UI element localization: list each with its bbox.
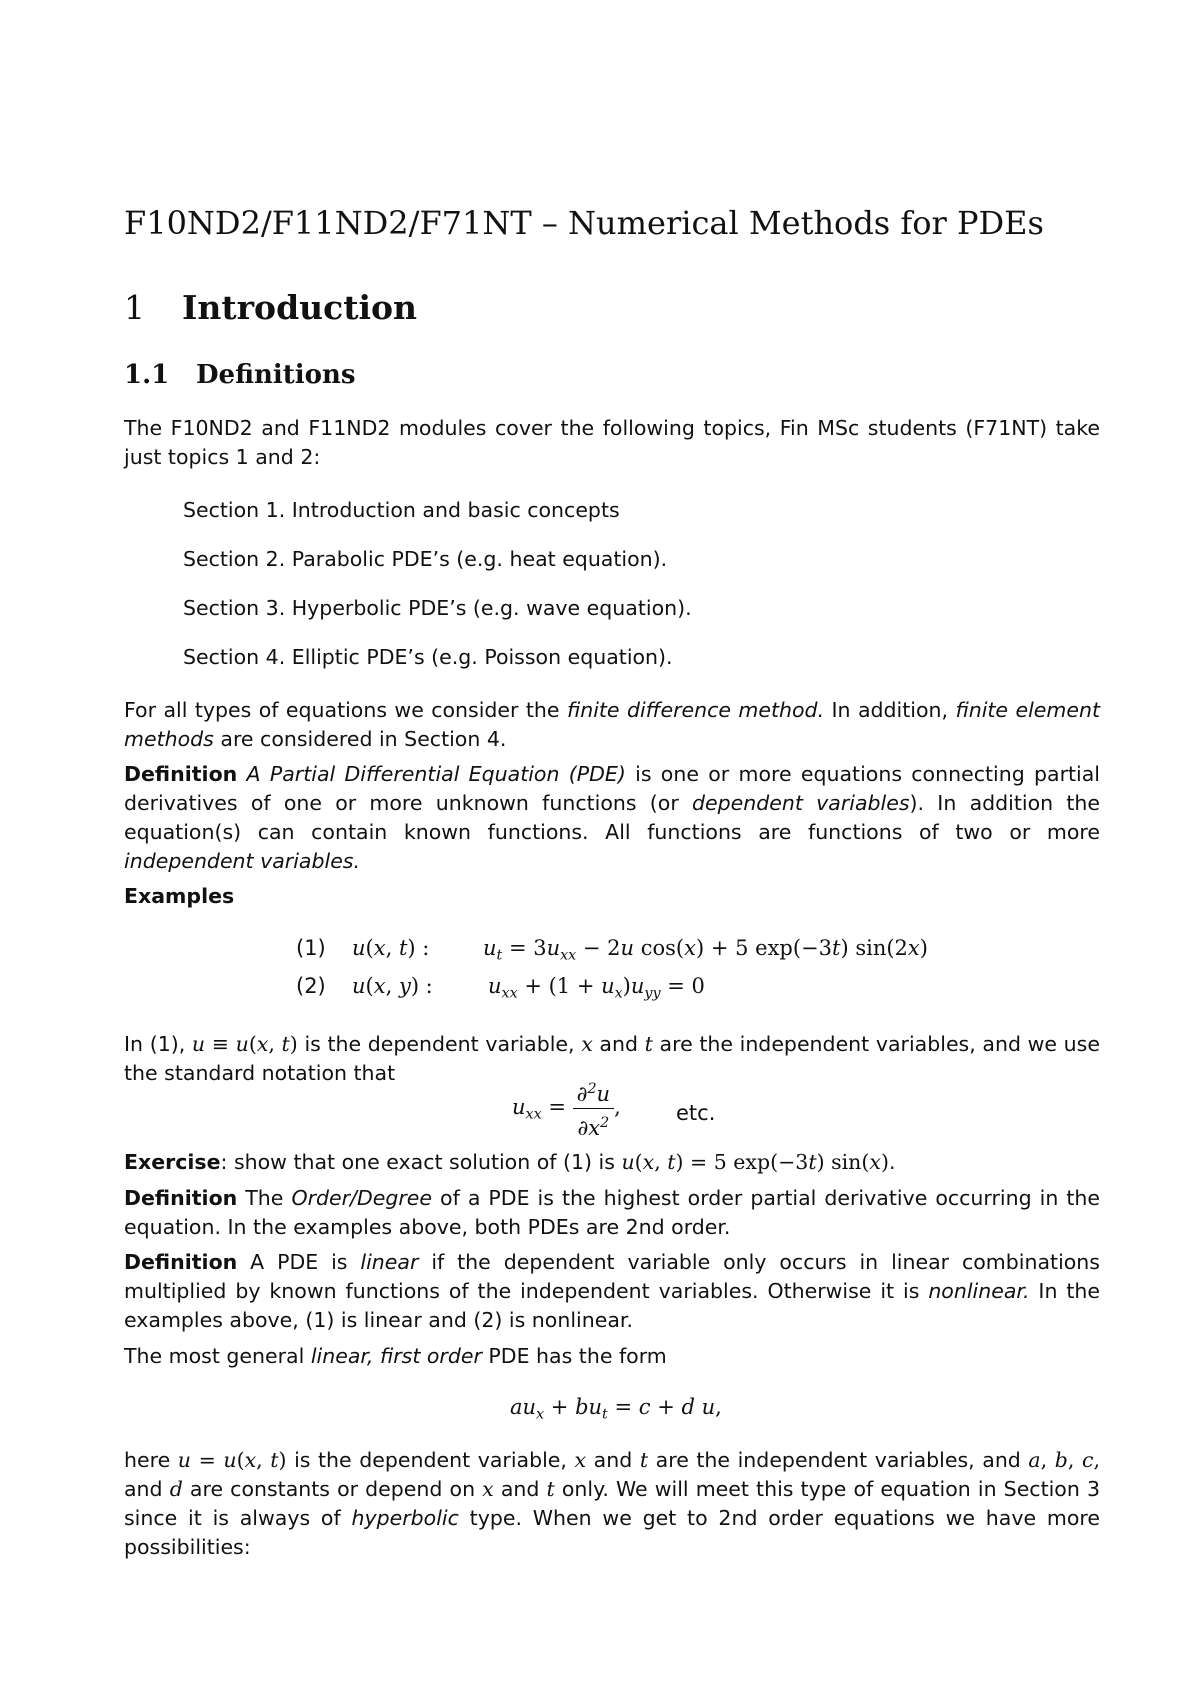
- general-form-paragraph: The most general linear, first order PDE has the form: [124, 1344, 667, 1368]
- definition-linear: Definition A PDE is linear if the dependent variable only occurs in linear combinations multiplied by known functions of the independent variables. Otherwise it is nonlinear. In the examples above, (1) is linear and (2) is nonlinear.: [124, 1250, 1101, 1332]
- definition-order: Definition The Order/Degree of a PDE is the highest order partial derivative occurring in the equation. In the examples above, both PDEs are 2nd order.: [124, 1186, 1100, 1239]
- emphasis-text: finite element methods: [124, 698, 1100, 751]
- finite-methods-paragraph: For all types of equations we consider the finite difference method. In addition, finite element methods are considered in Section 4.: [124, 698, 1100, 751]
- topic-item: Section 3. Hyperbolic PDE’s (e.g. wave equation).: [183, 596, 692, 620]
- notation-equation: $u_{xx}$ = $\frac{\partial^2u}{\partial x^2}$ ,: [512, 1075, 621, 1142]
- example-1-label: (1): [296, 936, 326, 960]
- example-2-function: u(x, y) :: [352, 974, 433, 998]
- etc-text: etc.: [676, 1101, 716, 1125]
- section-title: Introduction: [182, 288, 418, 327]
- example-2-equation: $u_{xx} + (1 + u_x)u_{yy} = 0$: [488, 974, 705, 1002]
- examples-heading: Examples: [124, 884, 235, 908]
- definition-pde: Definition A Partial Differential Equation (PDE) is one or more equations connecting partial derivatives of one or more unknown functions (or dependent variables). In addition the equation(s) can contain known functions. All functions are functions of two or more independent variables.: [124, 762, 1101, 873]
- definition-label: Definition: [124, 1186, 238, 1210]
- document-title: F10ND2/F11ND2/F71NT – Numerical Methods for PDEs: [124, 204, 1044, 242]
- topic-item: Section 1. Introduction and basic concepts: [183, 498, 620, 522]
- section-number: 1: [124, 288, 145, 327]
- final-paragraph: here u = u(x, t) is the dependent variable, x and t are the independent variables, and a, b, c, and d are constants or depend on x and t only. We will meet this type of equation in Section 3 since it is always of hyperbolic type. When we get to 2nd order equations we have more possibilities:: [124, 1448, 1100, 1559]
- example-1-equation: $u_t = 3u_{xx} - 2u$ cos(x) + 5 exp(−3t) sin(2x): [483, 936, 928, 964]
- subsection-title: Definitions: [196, 360, 356, 390]
- exercise-paragraph: Exercise: show that one exact solution of (1) is u(x, t) = 5 exp(−3t) sin(x).: [124, 1150, 896, 1174]
- subsection-number: 1.1: [124, 360, 170, 390]
- definition-label: Definition: [124, 1250, 238, 1274]
- example-2-label: (2): [296, 974, 326, 998]
- topic-item: Section 2. Parabolic PDE’s (e.g. heat equation).: [183, 547, 668, 571]
- exercise-label: Exercise: [124, 1150, 221, 1174]
- example-1-function: u(x, t) :: [352, 936, 430, 960]
- definition-label: Definition: [124, 762, 238, 786]
- topic-item: Section 4. Elliptic PDE’s (e.g. Poisson equation).: [183, 645, 673, 669]
- intro-paragraph: The F10ND2 and F11ND2 modules cover the following topics, Fin MSc students (F71NT) take just topics 1 and 2:: [124, 416, 1100, 469]
- subsection-heading: [124, 358, 356, 392]
- general-form-equation: $au_x + bu_t = c + d$ u,: [510, 1395, 722, 1423]
- section-heading: [124, 288, 417, 328]
- emphasis-text: finite difference method.: [566, 698, 825, 722]
- notation-paragraph: In (1), u ≡ u(x, t) is the dependent variable, x and t are the independent variables, and we use the standard notation that: [124, 1032, 1100, 1085]
